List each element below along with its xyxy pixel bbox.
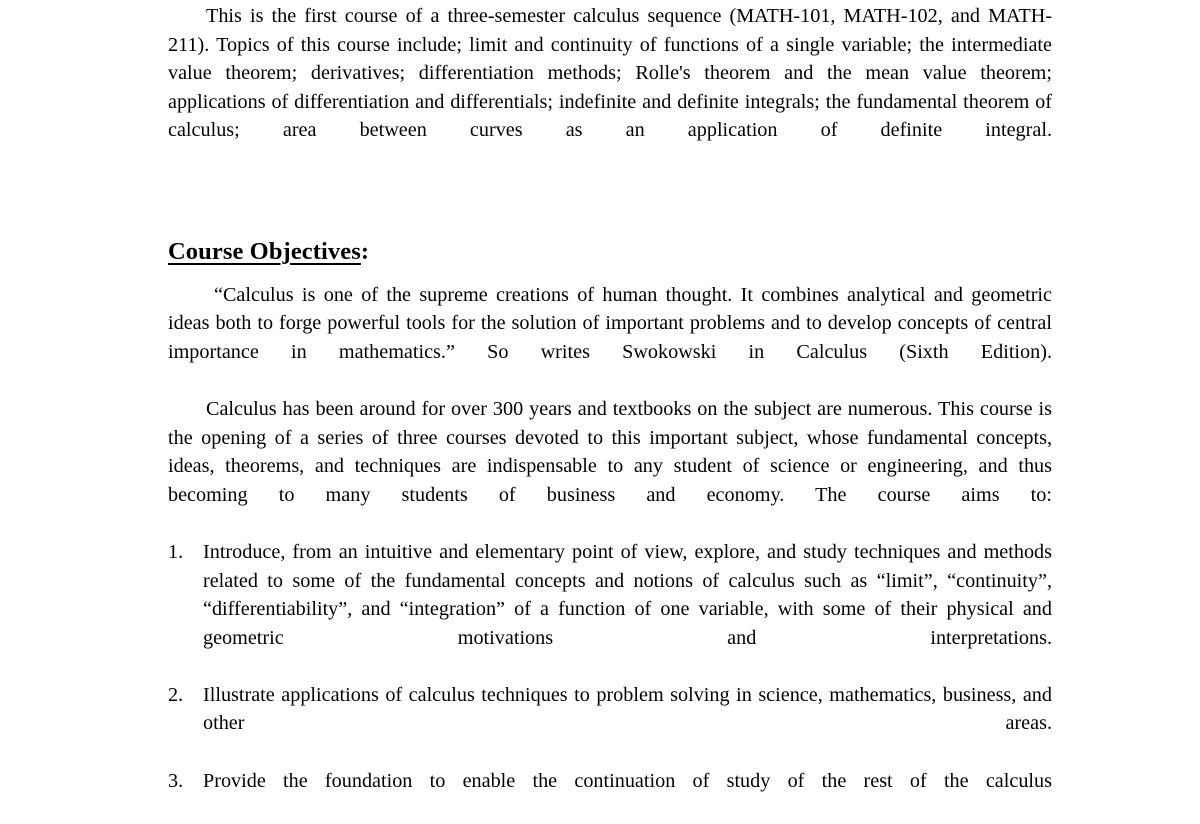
section-heading-text: Course Objectives (168, 237, 361, 265)
intro-paragraph: This is the first course of a three-semester calculus sequence (MATH-101, MATH-102, and MATH-211). Topics of this course include; limit and continuity of functions of a single variable; the intermediate value theorem; derivatives; differentiation methods; Rolle's theorem and the mean value theorem; applications of differentiation and differentials; indefinite and definite integrals; the fundamental theorem of calculus; area between curves as an application of definite integral. (168, 5, 1052, 142)
list-item-text: Illustrate applications of calculus techniques to problem solving in science, mathematics, business, and other areas. (203, 683, 1052, 735)
list-item-marker: 1. (168, 540, 184, 563)
objectives-list (168, 538, 1052, 824)
list-item-marker: 3. (168, 769, 184, 792)
body-paragraph: Calculus has been around for over 300 years and textbooks on the subject are numerous. This course is the opening of a series of three courses devoted to this important subject, whose fundamental concepts, ideas, theorems, and techniques are indispensable to any student of science or engineering, and thus becoming to many students of business and economy. The course aims to: (168, 397, 1052, 506)
list-item-text: Provide the foundation to enable the continuation of study of the rest of the calculus (203, 769, 1052, 792)
document-body (168, 0, 1052, 824)
list-item-text: Introduce, from an intuitive and elementary point of view, explore, and study techniques and methods related to some of the fundamental concepts and notions of calculus such as “limit”, “continuity”, “differentiability”, and “integration” of a function of one variable, with some of their physical and geometric motivations and interpretations. (203, 540, 1052, 649)
list-item (168, 767, 1052, 824)
heading-spacer (168, 267, 1052, 281)
list-item (168, 538, 1052, 681)
section-heading-colon: : (360, 237, 370, 265)
list-item (168, 681, 1052, 767)
list-item-marker: 2. (168, 683, 184, 706)
quote-paragraph: “Calculus is one of the supreme creations of human thought. It combines analytical and geometric ideas both to forge powerful tools for the solution of important problems and to develop concepts of central importance in mathematics.” So writes Swokowski in Calculus (Sixth Edition). (168, 283, 1052, 363)
section-spacer (168, 174, 1052, 237)
section-heading (168, 237, 1052, 267)
